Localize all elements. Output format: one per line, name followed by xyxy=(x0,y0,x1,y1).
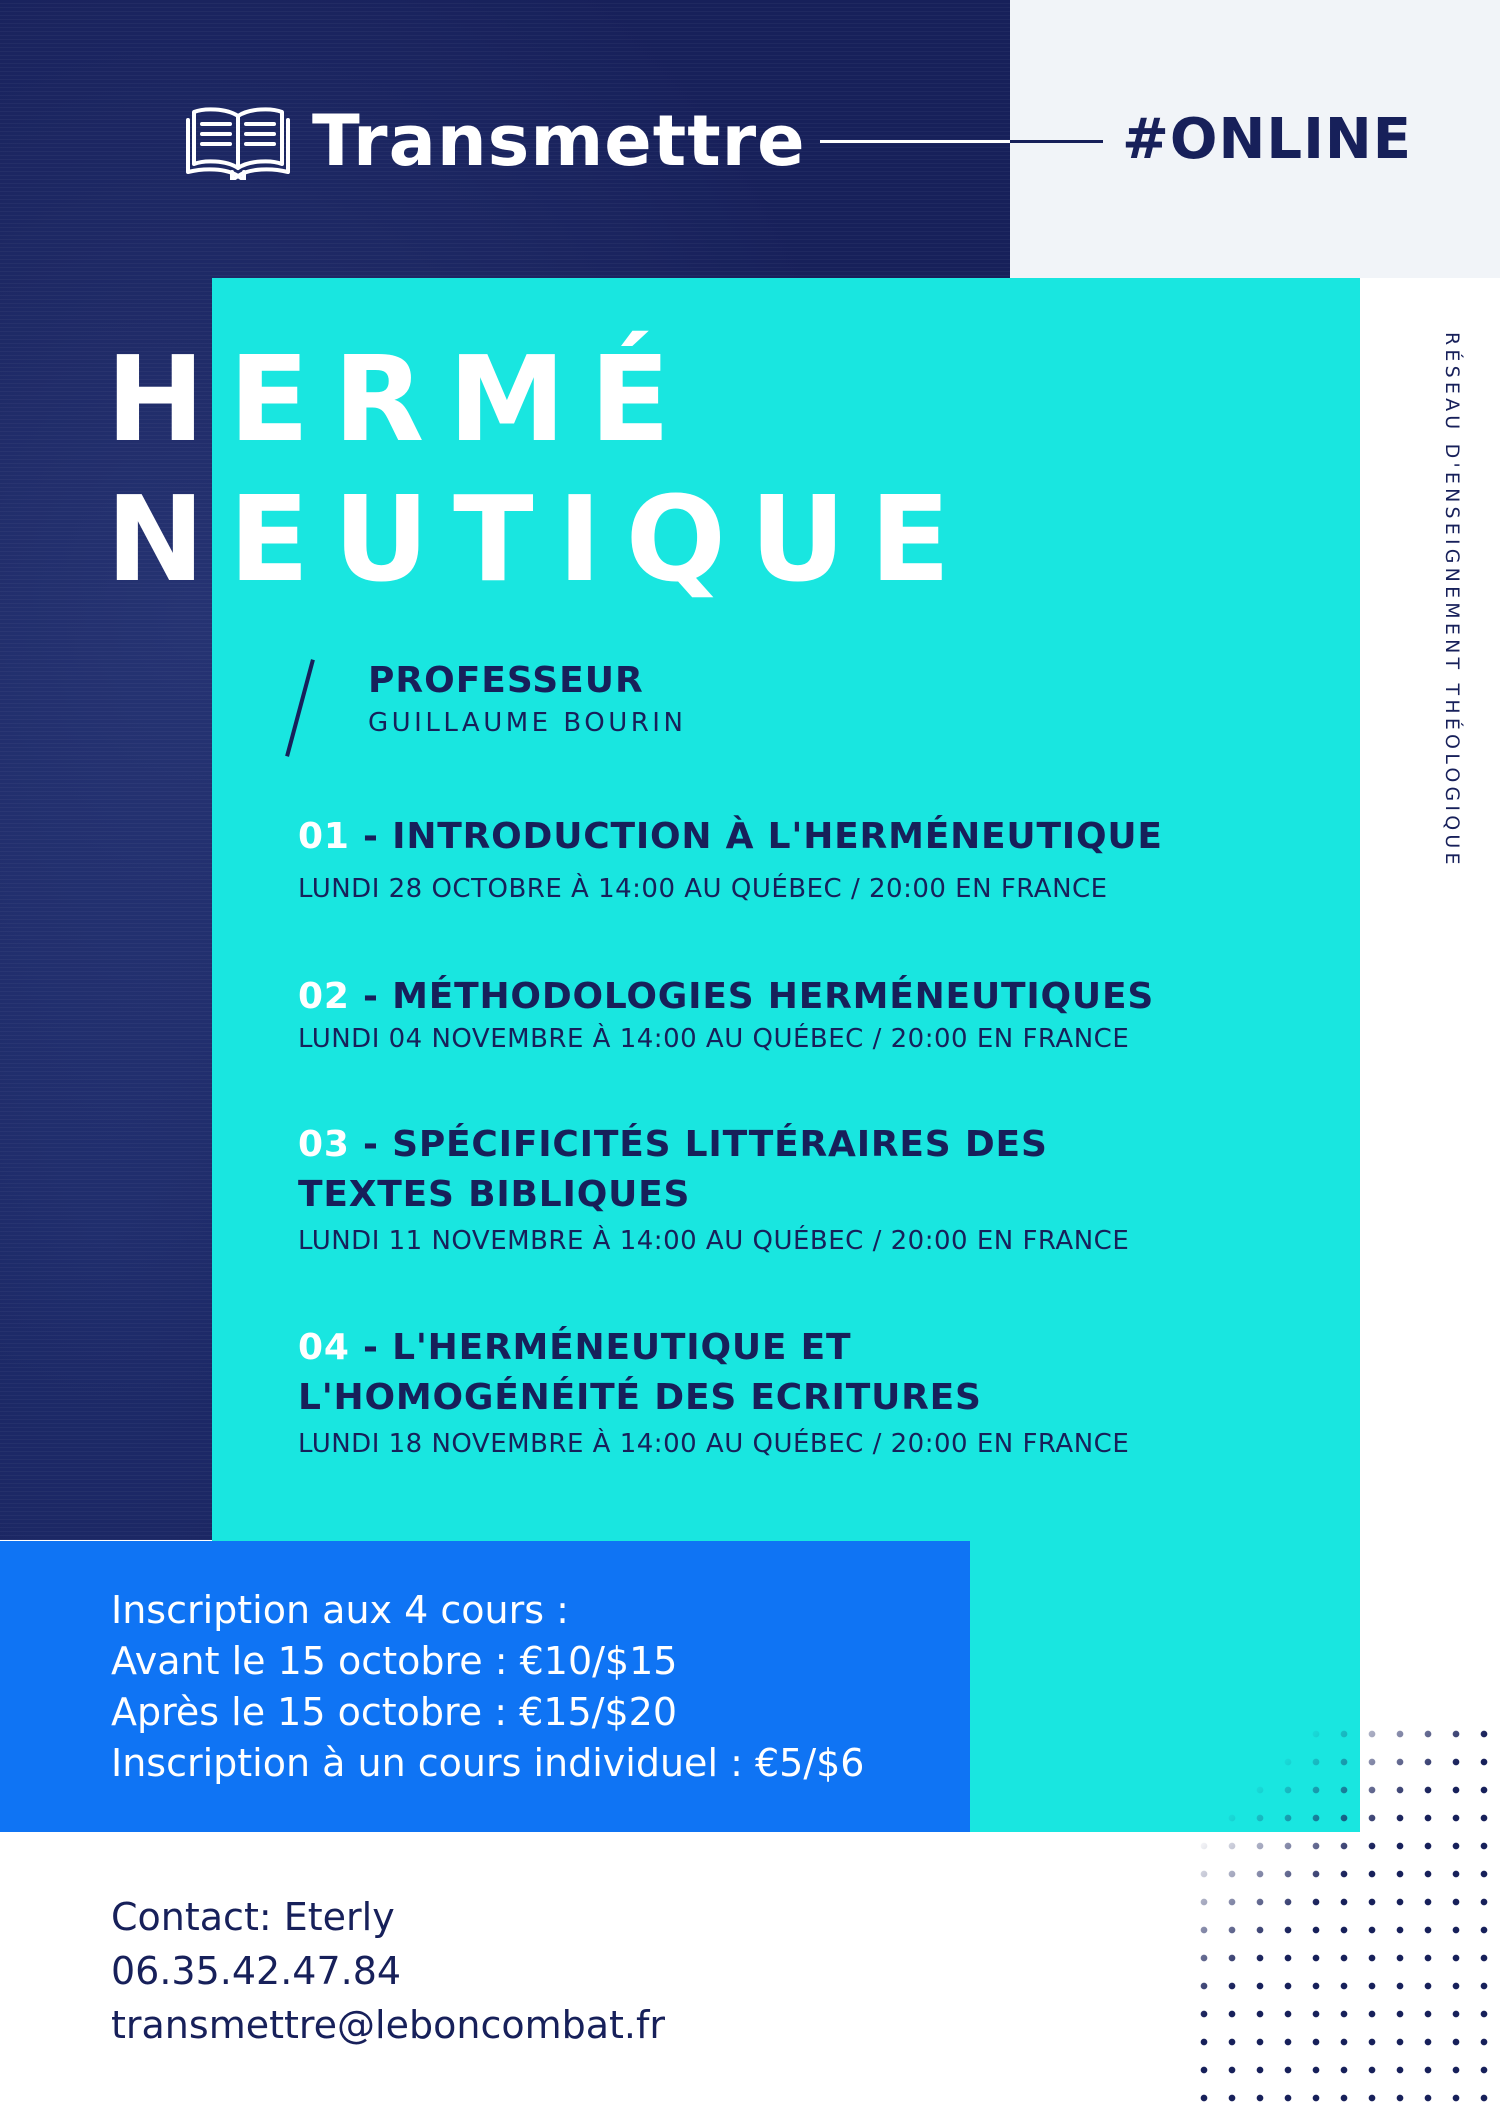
professor-name: GUILLAUME BOURIN xyxy=(368,708,687,738)
course-title-text: INTRODUCTION À L'HERMÉNEUTIQUE xyxy=(392,816,1163,857)
course-item xyxy=(298,1120,1318,1258)
contact-email[interactable]: transmettre@leboncombat.fr xyxy=(111,2003,665,2047)
course-number: 02 xyxy=(298,976,350,1017)
course-number: 01 xyxy=(298,816,350,857)
contact-name: Contact: Eterly xyxy=(111,1895,395,1939)
course-date: LUNDI 04 NOVEMBRE À 14:00 AU QUÉBEC / 20:00 EN FRANCE xyxy=(298,1024,1130,1054)
header-divider-dark xyxy=(1010,140,1103,143)
course-title-line-2: L'HOMOGÉNÉITÉ DES ECRITURES xyxy=(298,1377,982,1418)
registration-late-price: Après le 15 octobre : €15/$20 xyxy=(111,1690,678,1734)
brand-logo xyxy=(186,102,806,180)
course-title xyxy=(298,812,1318,862)
course-title xyxy=(298,1120,1318,1170)
course-separator: - xyxy=(349,1124,393,1165)
contact-phone[interactable]: 06.35.42.47.84 xyxy=(111,1949,402,1993)
dot-pattern-decoration xyxy=(1190,1720,1500,2107)
course-title-text: MÉTHODOLOGIES HERMÉNEUTIQUES xyxy=(392,976,1155,1017)
contact-block xyxy=(111,1890,665,2052)
online-tag: #ONLINE xyxy=(1122,107,1413,172)
course-title xyxy=(298,1323,1318,1373)
title-line-1: HERMÉ xyxy=(106,330,695,468)
course-separator: - xyxy=(349,816,393,857)
course-item xyxy=(298,1323,1318,1461)
course-item xyxy=(298,812,1318,906)
course-separator: - xyxy=(349,976,393,1017)
professor-label: PROFESSEUR xyxy=(368,660,644,701)
course-separator: - xyxy=(349,1327,393,1368)
course-number: 03 xyxy=(298,1124,350,1165)
registration-panel xyxy=(0,1541,970,1832)
course-date: LUNDI 11 NOVEMBRE À 14:00 AU QUÉBEC / 20:00 EN FRANCE xyxy=(298,1226,1130,1256)
course-number: 04 xyxy=(298,1327,350,1368)
course-date: LUNDI 28 OCTOBRE À 14:00 AU QUÉBEC / 20:00 EN FRANCE xyxy=(298,874,1108,904)
open-book-icon xyxy=(186,102,290,180)
registration-single-price: Inscription à un cours individuel : €5/$6 xyxy=(111,1741,865,1785)
brand-name: Transmettre xyxy=(312,100,806,182)
course-item xyxy=(298,972,1318,1056)
title-line-2: NEUTIQUE xyxy=(106,470,975,608)
course-date: LUNDI 18 NOVEMBRE À 14:00 AU QUÉBEC / 20:00 EN FRANCE xyxy=(298,1429,1130,1459)
course-title xyxy=(298,972,1318,1022)
course-title-text: SPÉCIFICITÉS LITTÉRAIRES DES xyxy=(392,1124,1048,1165)
course-title-line-2: TEXTES BIBLIQUES xyxy=(298,1174,691,1215)
registration-heading: Inscription aux 4 cours : xyxy=(111,1588,569,1632)
network-vertical-label: RÉSEAU D'ENSEIGNEMENT THÉOLOGIQUE xyxy=(1441,332,1463,869)
course-title-text: L'HERMÉNEUTIQUE ET xyxy=(392,1327,852,1368)
registration-early-price: Avant le 15 octobre : €10/$15 xyxy=(111,1639,678,1683)
